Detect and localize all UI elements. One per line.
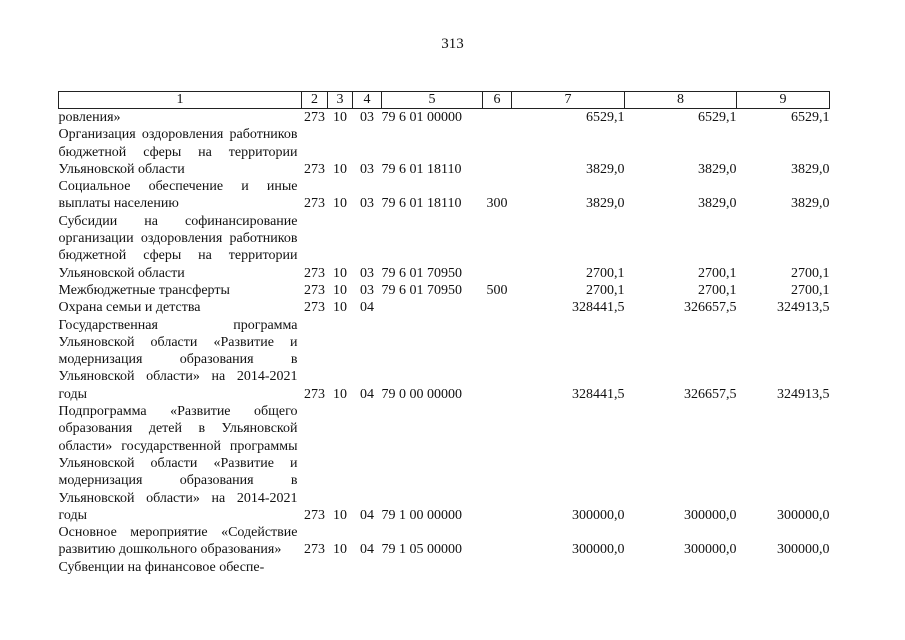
page-number: 313	[441, 36, 464, 52]
row-value-7: 328441,5	[572, 386, 625, 402]
row-code-5	[382, 559, 483, 576]
row-name: Охрана семьи и детства	[58, 300, 201, 316]
row-code-4: 03	[360, 282, 374, 298]
row-code-5: 79 6 01 18110	[381, 161, 462, 177]
budget-table	[58, 91, 830, 576]
column-header-2: 2	[302, 92, 328, 109]
row-code-6	[483, 213, 512, 282]
row-code-4: 03	[360, 110, 374, 125]
row-code-6	[483, 559, 512, 576]
row-code-6	[483, 109, 512, 127]
row-value-7: 328441,5	[572, 300, 625, 316]
table-row	[59, 213, 830, 282]
row-code-2: 273	[304, 110, 325, 125]
table-row	[59, 559, 830, 576]
row-code-4: 04	[360, 542, 374, 558]
table-row	[59, 317, 830, 403]
row-code-2: 273	[304, 282, 325, 298]
row-value-7: 2700,1	[586, 282, 625, 298]
row-value-7	[512, 559, 625, 576]
row-code-5: 79 6 01 18110	[381, 196, 462, 212]
row-name: Организация оздоровления работников бюджетной сферы на территории Ульяновской области	[58, 127, 298, 177]
row-code-2: 273	[304, 196, 325, 212]
row-value-8: 3829,0	[698, 196, 737, 212]
row-name: Межбюджетные трансферты	[58, 282, 230, 298]
row-value-8: 2700,1	[698, 265, 737, 281]
row-code-6	[483, 317, 512, 403]
row-value-8: 3829,0	[698, 161, 737, 177]
row-name: Социальное обеспечение и иные выплаты населению	[58, 179, 298, 212]
row-value-9: 324913,5	[777, 386, 830, 402]
row-name: Подпрограмма «Развитие общего образования детей в Ульяновской области» государственной программы Ульяновской области «Развитие и модернизация образования в Ульяновской области» на 2014-2021 годы	[58, 404, 298, 523]
row-value-9: 300000,0	[777, 507, 830, 523]
row-code-6: 500	[486, 282, 508, 298]
row-code-3: 10	[333, 161, 347, 177]
row-value-9: 324913,5	[777, 300, 830, 316]
row-code-3: 10	[333, 196, 347, 212]
column-header-4: 4	[353, 92, 382, 109]
row-value-8: 2700,1	[698, 282, 737, 298]
row-value-9: 2700,1	[791, 282, 830, 298]
row-code-3: 10	[333, 265, 347, 281]
table-row	[59, 126, 830, 178]
row-value-9: 6529,1	[791, 110, 830, 125]
row-code-3: 10	[333, 282, 347, 298]
row-code-6: 300	[486, 196, 508, 212]
column-header-9: 9	[737, 92, 830, 109]
row-code-5: 79 0 00 00000	[381, 386, 462, 402]
row-code-5: 79 6 01 00000	[381, 110, 462, 125]
table-row	[59, 178, 830, 213]
row-code-3: 10	[333, 507, 347, 523]
column-header-1: 1	[59, 92, 302, 109]
row-value-7: 3829,0	[586, 196, 625, 212]
row-code-5: 79 6 01 70950	[381, 282, 462, 298]
row-code-5	[382, 299, 483, 316]
table-row	[59, 299, 830, 316]
row-value-7: 300000,0	[572, 542, 625, 558]
row-value-9: 3829,0	[791, 196, 830, 212]
row-code-2: 273	[304, 300, 325, 316]
row-name: Субсидии на софинансирование организации оздоровления работников бюджетной сферы на территории Ульяновской области	[58, 213, 298, 281]
row-code-3: 10	[333, 110, 347, 125]
row-value-9: 2700,1	[791, 265, 830, 281]
table-row	[59, 109, 830, 127]
row-value-8	[625, 559, 737, 576]
column-header-8: 8	[625, 92, 737, 109]
row-code-5: 79 1 05 00000	[381, 542, 462, 558]
row-code-4	[353, 559, 382, 576]
column-header-6: 6	[483, 92, 512, 109]
row-value-9	[737, 559, 830, 576]
row-code-2: 273	[304, 161, 325, 177]
row-code-6	[483, 299, 512, 316]
table-row	[59, 403, 830, 524]
row-value-7: 2700,1	[586, 265, 625, 281]
row-code-5: 79 1 00 00000	[381, 507, 462, 523]
row-value-7: 300000,0	[572, 507, 625, 523]
row-code-2	[302, 559, 328, 576]
row-code-6	[483, 524, 512, 559]
row-name: Основное мероприятие «Содействие развитию дошкольного образования»	[58, 525, 298, 558]
row-code-5: 79 6 01 70950	[381, 265, 462, 281]
row-value-8: 300000,0	[684, 542, 737, 558]
row-code-3: 10	[333, 386, 347, 402]
row-code-6	[483, 403, 512, 524]
row-code-4: 04	[360, 507, 374, 523]
row-code-2: 273	[304, 386, 325, 402]
table-header-row	[59, 92, 830, 109]
row-code-2: 273	[304, 265, 325, 281]
row-code-4: 04	[360, 386, 374, 402]
row-value-8: 300000,0	[684, 507, 737, 523]
row-value-7: 6529,1	[586, 110, 625, 125]
row-code-4: 04	[360, 300, 374, 316]
row-code-4: 03	[360, 265, 374, 281]
column-header-3: 3	[328, 92, 353, 109]
row-code-6	[483, 126, 512, 178]
row-value-7: 3829,0	[586, 161, 625, 177]
row-code-3: 10	[333, 300, 347, 316]
row-name: ровления»	[58, 110, 121, 125]
row-name: Субвенции на финансовое обеспе-	[58, 559, 265, 575]
row-code-2: 273	[304, 507, 325, 523]
column-header-5: 5	[382, 92, 483, 109]
row-value-8: 326657,5	[684, 386, 737, 402]
row-value-8: 6529,1	[698, 110, 737, 125]
row-code-3: 10	[333, 542, 347, 558]
row-name: Государственная программа Ульяновской области «Развитие и модернизация образования в Ульяновской области» на 2014-2021 годы	[58, 317, 298, 402]
row-code-4: 03	[360, 161, 374, 177]
table-row	[59, 524, 830, 559]
table-row	[59, 282, 830, 299]
row-value-8: 326657,5	[684, 300, 737, 316]
row-code-4: 03	[360, 196, 374, 212]
row-value-9: 3829,0	[791, 161, 830, 177]
row-code-2: 273	[304, 542, 325, 558]
row-code-3	[328, 559, 353, 576]
row-value-9: 300000,0	[777, 542, 830, 558]
column-header-7: 7	[512, 92, 625, 109]
